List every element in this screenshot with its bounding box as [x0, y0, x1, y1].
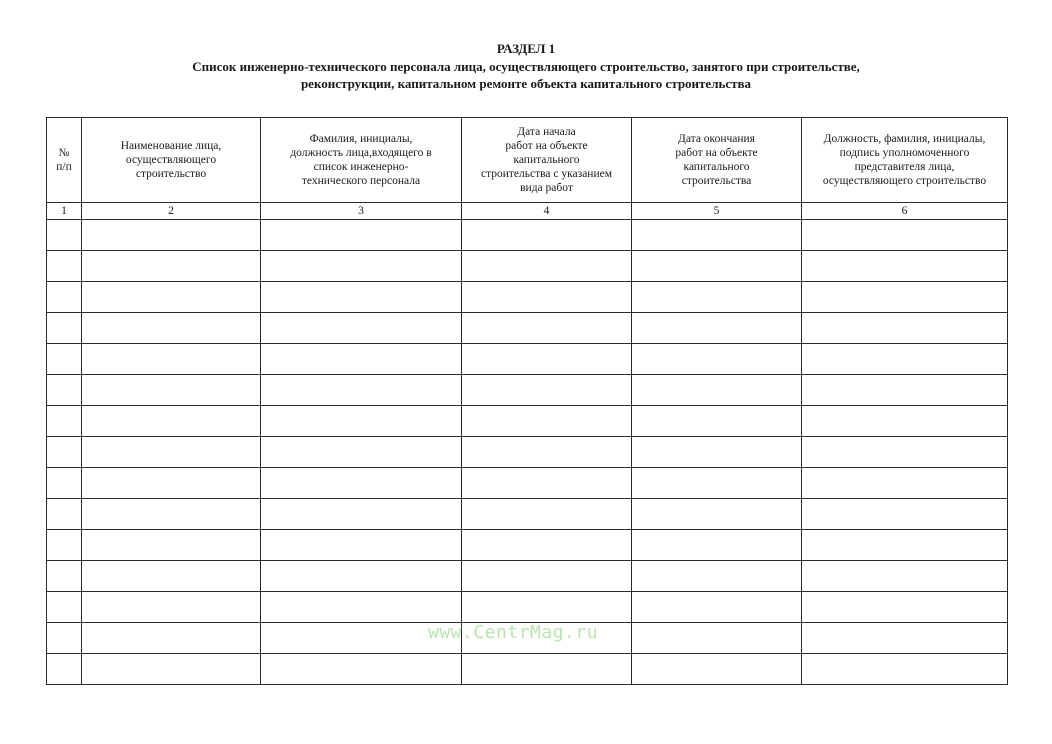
table-cell[interactable]: [802, 375, 1008, 406]
table-cell[interactable]: [82, 375, 261, 406]
table-cell[interactable]: [261, 375, 462, 406]
table-cell[interactable]: [462, 592, 632, 623]
table-cell[interactable]: [632, 530, 802, 561]
table-cell[interactable]: [632, 592, 802, 623]
header-cell-start-date: [462, 118, 632, 203]
header-line: вида работ: [520, 182, 573, 194]
table-cell[interactable]: [261, 623, 462, 654]
table-cell[interactable]: [632, 499, 802, 530]
header-line: список инженерно-: [313, 161, 409, 173]
table-row: [47, 313, 1008, 344]
header-line: представителя лица,: [854, 161, 955, 173]
header-line: капитального: [683, 161, 750, 173]
table-cell[interactable]: [802, 406, 1008, 437]
column-number: 3: [261, 203, 462, 220]
table-cell[interactable]: [632, 406, 802, 437]
table-cell[interactable]: [82, 592, 261, 623]
table-cell[interactable]: [82, 220, 261, 251]
column-number: 6: [802, 203, 1008, 220]
table-row: [47, 561, 1008, 592]
table-cell[interactable]: [47, 561, 82, 592]
header-cell-entity-name: [82, 118, 261, 203]
table-cell[interactable]: [47, 313, 82, 344]
table-row: [47, 437, 1008, 468]
table-cell[interactable]: [462, 561, 632, 592]
table-cell[interactable]: [261, 344, 462, 375]
table-cell[interactable]: [802, 499, 1008, 530]
table-cell[interactable]: [802, 530, 1008, 561]
table-cell[interactable]: [261, 468, 462, 499]
table-cell[interactable]: [261, 313, 462, 344]
table-cell[interactable]: [802, 437, 1008, 468]
table-cell[interactable]: [47, 344, 82, 375]
table-cell[interactable]: [261, 561, 462, 592]
table-cell[interactable]: [47, 375, 82, 406]
table-body: [47, 118, 1008, 685]
document-title-line-1: Список инженерно-технического персонала лица, осуществляющего строительство, занятого при строительстве,: [192, 59, 860, 74]
table-cell[interactable]: [632, 561, 802, 592]
table-cell[interactable]: [47, 437, 82, 468]
header-line: строительство: [135, 168, 207, 180]
table-cell[interactable]: [82, 251, 261, 282]
table-cell[interactable]: [47, 499, 82, 530]
table-cell[interactable]: [82, 406, 261, 437]
table-cell[interactable]: [82, 344, 261, 375]
table-cell[interactable]: [47, 654, 82, 685]
table-cell[interactable]: [802, 623, 1008, 654]
header-line: Дата начала: [517, 126, 576, 138]
table-cell[interactable]: [632, 313, 802, 344]
table-cell[interactable]: [47, 282, 82, 313]
table-cell[interactable]: [261, 499, 462, 530]
table-cell[interactable]: [82, 530, 261, 561]
table-cell[interactable]: [261, 282, 462, 313]
table-cell[interactable]: [261, 592, 462, 623]
table-cell[interactable]: [82, 437, 261, 468]
table-cell[interactable]: [82, 654, 261, 685]
column-number: 2: [82, 203, 261, 220]
table-cell[interactable]: [632, 220, 802, 251]
personnel-table: [46, 117, 1008, 685]
header-line: работ на объекте: [505, 140, 588, 152]
table-cell[interactable]: [802, 220, 1008, 251]
table-cell[interactable]: [47, 468, 82, 499]
header-line: Дата окончания: [678, 133, 755, 145]
table-cell[interactable]: [632, 437, 802, 468]
table-cell[interactable]: [462, 313, 632, 344]
table-row: [47, 406, 1008, 437]
table-cell[interactable]: [82, 313, 261, 344]
header-line: должность лица,входящего в: [290, 147, 432, 159]
table-cell[interactable]: [802, 592, 1008, 623]
document-header: [0, 40, 1052, 92]
table-cell[interactable]: [261, 251, 462, 282]
header-line: капитального: [513, 154, 580, 166]
table-cell[interactable]: [82, 561, 261, 592]
table-cell[interactable]: [47, 251, 82, 282]
table-cell[interactable]: [462, 220, 632, 251]
table-cell[interactable]: [47, 592, 82, 623]
table-cell[interactable]: [462, 468, 632, 499]
table-cell[interactable]: [462, 251, 632, 282]
table-cell[interactable]: [261, 437, 462, 468]
table-cell[interactable]: [802, 344, 1008, 375]
header-line: п/п: [56, 161, 72, 173]
header-line: Наименование лица,: [120, 140, 222, 152]
table-row: [47, 530, 1008, 561]
header-line: осуществляющего: [125, 154, 217, 166]
table-row: [47, 654, 1008, 685]
header-line: Должность, фамилия, инициалы,: [823, 133, 986, 145]
header-cell-number: [47, 118, 82, 203]
header-line: осуществляющего строительство: [822, 175, 987, 187]
table-cell[interactable]: [462, 530, 632, 561]
section-title: РАЗДЕЛ 1: [496, 41, 556, 56]
table-cell[interactable]: [82, 468, 261, 499]
header-line: технического персонала: [301, 175, 421, 187]
table-header-row: [47, 118, 1008, 203]
column-number: 1: [47, 203, 82, 220]
header-line: подпись уполномоченного: [839, 147, 970, 159]
table-cell[interactable]: [462, 437, 632, 468]
table-row: [47, 623, 1008, 654]
table-row: [47, 499, 1008, 530]
table-row: [47, 375, 1008, 406]
table-row: [47, 468, 1008, 499]
header-line: строительства: [681, 175, 752, 187]
header-line: строительства с указанием: [480, 168, 612, 180]
header-cell-representative: [802, 118, 1008, 203]
column-number: 5: [632, 203, 802, 220]
column-number-row: [47, 203, 1008, 220]
header-line: №: [58, 147, 70, 159]
table-cell[interactable]: [261, 530, 462, 561]
table-cell[interactable]: [462, 654, 632, 685]
table-cell[interactable]: [261, 220, 462, 251]
table-cell[interactable]: [462, 375, 632, 406]
watermark: www.CentrMag.ru: [428, 622, 599, 643]
table-row: [47, 282, 1008, 313]
table-cell[interactable]: [632, 282, 802, 313]
table-cell[interactable]: [261, 406, 462, 437]
table-cell[interactable]: [462, 623, 632, 654]
table-cell[interactable]: [632, 251, 802, 282]
table-row: [47, 251, 1008, 282]
document-title-line-2: реконструкции, капитальном ремонте объекта капитального строительства: [300, 76, 752, 91]
header-line: работ на объекте: [675, 147, 758, 159]
header-line: Фамилия, инициалы,: [309, 133, 413, 145]
table-row: [47, 344, 1008, 375]
table-row: [47, 592, 1008, 623]
table-cell[interactable]: [47, 220, 82, 251]
table-cell[interactable]: [802, 654, 1008, 685]
table-cell[interactable]: [802, 282, 1008, 313]
header-cell-end-date: [632, 118, 802, 203]
table-cell[interactable]: [47, 623, 82, 654]
table-cell[interactable]: [261, 654, 462, 685]
table-row: [47, 220, 1008, 251]
table-cell[interactable]: [802, 251, 1008, 282]
header-cell-personnel: [261, 118, 462, 203]
table-cell[interactable]: [82, 499, 261, 530]
table-cell[interactable]: [47, 530, 82, 561]
table-cell[interactable]: [802, 468, 1008, 499]
table-cell[interactable]: [632, 344, 802, 375]
table-cell[interactable]: [802, 313, 1008, 344]
table-cell[interactable]: [47, 406, 82, 437]
table-cell[interactable]: [632, 654, 802, 685]
column-number: 4: [462, 203, 632, 220]
table-cell[interactable]: [462, 344, 632, 375]
table-cell[interactable]: [802, 561, 1008, 592]
table-cell[interactable]: [632, 623, 802, 654]
table-cell[interactable]: [462, 499, 632, 530]
table-cell[interactable]: [632, 468, 802, 499]
table-cell[interactable]: [462, 406, 632, 437]
table-cell[interactable]: [462, 282, 632, 313]
table-cell[interactable]: [632, 375, 802, 406]
table-cell[interactable]: [82, 282, 261, 313]
table-cell[interactable]: [82, 623, 261, 654]
